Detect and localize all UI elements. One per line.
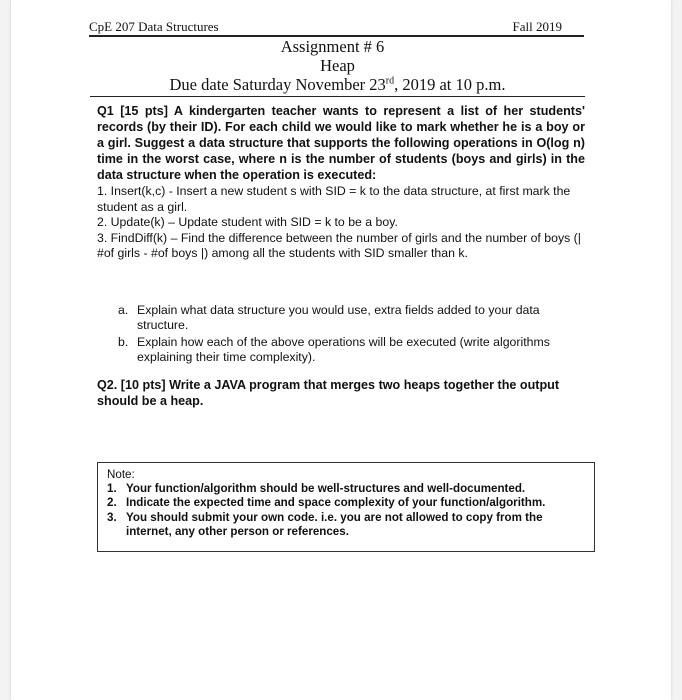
note-item-number: 2. <box>107 496 117 510</box>
question-1-text: Q1 [15 pts] A kindergarten teacher wants to represent a list of her students' records (by their ID). For each child we would like to mark whether he is a boy or a girl. Suggest a data structure that supports the following operations in O(log n) time in the worst case, where n is the number of students (boys and girls) in the data structure when the operation is executed: <box>97 104 585 182</box>
due-date-prefix: Due date Saturday November 23 <box>169 75 386 94</box>
note-item <box>107 496 586 510</box>
note-item-number: 1. <box>107 482 117 496</box>
due-date-suffix: , 2019 at 10 p.m. <box>394 75 506 94</box>
title-divider <box>90 96 585 97</box>
page-header <box>89 17 584 37</box>
course-name: CpE 207 Data Structures <box>89 19 219 34</box>
due-date-ordinal: rd <box>385 75 395 87</box>
note-item-text: Your function/algorithm should be well-structures and well-documented. <box>126 482 526 496</box>
subpart-text: Explain how each of the above operations will be executed (write algorithms explaining their time complexity). <box>137 335 550 364</box>
note-item-text: You should submit your own code. i.e. you are not allowed to copy from the internet, any other person or references. <box>126 510 543 538</box>
note-item-text: Indicate the expected time and space complexity of your function/algorithm. <box>126 496 546 510</box>
note-heading: Note: <box>107 468 135 481</box>
due-date <box>90 75 585 94</box>
subpart-label: a. <box>118 303 129 317</box>
note-item <box>107 511 586 539</box>
subpart-a <box>118 303 588 333</box>
assignment-title: Assignment # 6 <box>280 37 385 56</box>
operation-finddiff: 3. FindDiff(k) – Find the difference between the number of girls and the number of boys (| #of girls - #of boys |) among all the students with SID smaller than k. <box>97 230 581 261</box>
operation-insert: 1. Insert(k,c) - Insert a new student s with SID = k to the data structure, at first mark the student as a girl. <box>97 184 571 214</box>
operation-update: 2. Update(k) – Update student with SID = k to be a boy. <box>97 215 398 230</box>
question-2-text: Q2. [10 pts] Write a JAVA program that merges two heaps together the output should be a heap. <box>97 378 560 408</box>
term: Fall 2019 <box>512 19 562 34</box>
subpart-text: Explain what data structure you would use, extra fields added to your data structure. <box>137 303 540 332</box>
note-box <box>97 462 595 552</box>
subparts-list <box>118 303 588 367</box>
note-item-number: 3. <box>107 510 117 524</box>
topic-title: Heap <box>320 56 355 75</box>
title-block <box>90 37 585 94</box>
note-item <box>107 482 586 496</box>
subpart-b <box>118 335 588 365</box>
subpart-label: b. <box>118 335 129 349</box>
operations-list <box>97 184 587 262</box>
